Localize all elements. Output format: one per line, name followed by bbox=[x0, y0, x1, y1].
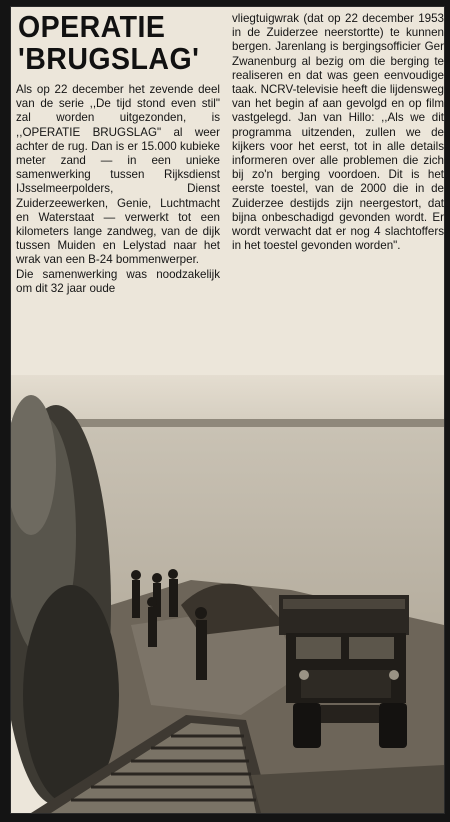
headline-line-2: 'BRUGSLAG' bbox=[18, 41, 200, 76]
horizon-shoreline bbox=[71, 419, 444, 427]
article-column-left bbox=[16, 83, 220, 296]
newspaper-clipping bbox=[11, 7, 444, 813]
headline bbox=[18, 11, 202, 75]
sky bbox=[11, 375, 444, 419]
news-photo bbox=[11, 375, 444, 813]
photo-illustration bbox=[11, 375, 444, 813]
article-paragraph: Als op 22 december het zevende deel van de serie ,,De tijd stond even stil" zal worden uitgezonden, is ,,OPERATIE BRUGSLAG" al weer achter de rug. Dan is er 15.000 kubieke meter zand — in een unieke samenwerking tussen Rijksdienst IJsselmeerpolders, Dienst Zuiderzeewerken, Genie, Luchtmacht en Waterstaat — verwerkt tot een kilometers lange zandweg, van de dijk tussen Muiden en Lelystad naar het wrak van een B-24 bommenwerper. bbox=[16, 83, 220, 267]
headline-line-1: OPERATIE bbox=[18, 9, 166, 44]
article-paragraph: vliegtuigwrak (dat op 22 december 1953 in de Zuiderzee neerstortte) te kunnen bergen. Jarenlang is bergingsofficier Ger Zwanenburg al bezig om die berging te realiseren en dat was geen eenvoudige taak. NCRV-televisie heeft die lijdensweg van het begin af aan gevolgd en op film vastgelegd. Jan van Hillo: ,,Als we dit programma uitzenden, zullen we de kijkers voor het eerst, tot in alle details informeren over alle problemen die zich bij zo'n berging voordoen. Dit is het eerste toestel, van de 2000 die in de Zuiderzee destijds zijn neergestort, dat bijna onbeschadigd gevonden wordt. Er wordt verwacht dat er nog 4 slachtoffers in het toestel gevonden worden". bbox=[232, 12, 444, 253]
article-paragraph: Die samenwerking was noodzakelijk om dit 32 jaar oude bbox=[16, 267, 220, 295]
article-column-right bbox=[232, 12, 444, 253]
